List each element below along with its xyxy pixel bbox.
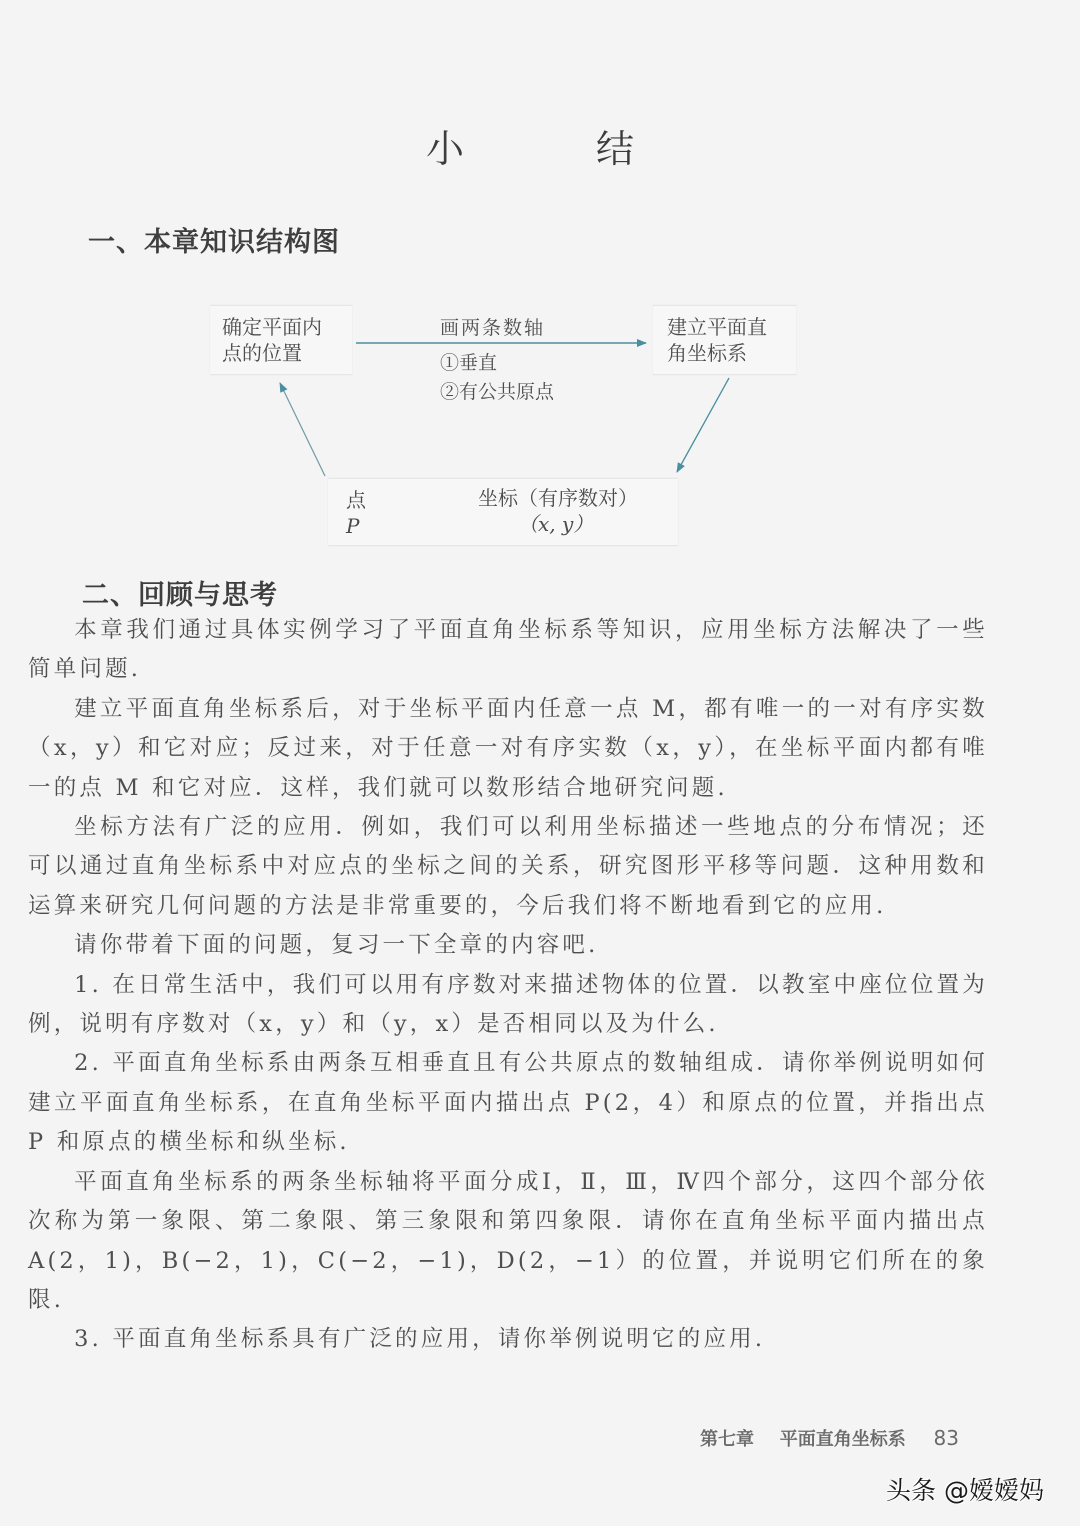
point-label: 点: [346, 488, 366, 512]
question-1: 1. 在日常生活中，我们可以用有序数对来描述物体的位置．以教室中座位位置为例，说明有序数对（x，y）和（y，x）是否相同以及为什么.: [28, 971, 988, 1038]
paragraph-review-prompt: 请你带着下面的问题，复习一下全章的内容吧.: [74, 932, 599, 959]
box-left-line2: 点的位置: [222, 341, 302, 365]
paragraph-applications: 坐标方法有广泛的应用．例如，我们可以利用坐标描述一些地点的分布情况；还可以通过直角坐标系中对应点的坐标之间的关系，研究图形平移等问题．这种用数和运算来研究几何问题的方法是非常重要的，今后我们将不断地看到它的应用.: [28, 814, 988, 919]
paragraph-intro: 本章我们通过具体实例学习了平面直角坐标系等知识，应用坐标方法解决了一些简单问题.: [28, 617, 988, 683]
page-footer: [700, 1425, 959, 1451]
box-left-line1: 确定平面内: [222, 315, 322, 339]
page-title: 小 结: [425, 127, 695, 171]
arrow-to-coordinates: [677, 378, 729, 472]
box-build-coordinate-system: [653, 305, 796, 375]
footer-chapter: 第七章: [700, 1429, 754, 1450]
review-body: [28, 611, 988, 1360]
condition-perpendicular: ①垂直: [440, 352, 498, 374]
coordinate-label-group: [478, 485, 678, 537]
coordinate-symbol: （x, y）: [518, 512, 594, 536]
question-2: 2. 平面直角坐标系由两条互相垂直且有公共原点的数轴组成．请你举例说明如何建立平面直角坐标系，在直角坐标平面内描出点 P(2，4）和原点的位置，并指出点 P 和原点的横坐标和纵坐标.: [28, 1050, 988, 1156]
section-heading-review: 二、回顾与思考: [82, 580, 278, 611]
footer-chapter-title: 平面直角坐标系: [779, 1429, 906, 1450]
arrow-to-position: [280, 383, 325, 476]
box-right-line2: 角坐标系: [667, 341, 747, 365]
arrow-label-group: [440, 314, 554, 407]
box-determine-position: [210, 305, 352, 375]
paragraph-correspondence: 建立平面直角坐标系后，对于坐标平面内任意一点 M，都有唯一的一对有序实数（x，y）和它对应；反过来，对于任意一对有序实数（x，y），在坐标平面内都有唯一的点 M 和它对应．这样，我们就可以数形结合地研究问题.: [28, 695, 988, 801]
question-2-quadrants: 平面直角坐标系的两条坐标轴将平面分成Ⅰ，Ⅱ，Ⅲ，Ⅳ四个部分，这四个部分依次称为第一象限、第二象限、第三象限和第四象限．请你在直角坐标平面内描出点 A(2，1)，B(−2，1)，C(−2，−1)，D(2，−1）的位置，并说明它们所在的象限.: [28, 1168, 988, 1313]
box-right-line1: 建立平面直: [667, 315, 767, 339]
box-point-coordinates: [328, 478, 678, 546]
condition-common-origin: ②有公共原点: [440, 381, 555, 403]
watermark: 头条 @嫒嫒妈: [886, 1476, 1044, 1505]
point-symbol: P: [346, 514, 360, 538]
coordinate-label: 坐标（有序数对）: [478, 486, 638, 510]
point-label-group: [346, 487, 366, 539]
page-number: 83: [933, 1426, 959, 1450]
section-heading-knowledge-map: 一、本章知识结构图: [88, 227, 340, 258]
question-3: 3. 平面直角坐标系具有广泛的应用，请你举例说明它的应用.: [74, 1326, 766, 1353]
arrow-top-label: 画两条数轴: [440, 317, 546, 339]
knowledge-structure-diagram: [0, 0, 1080, 600]
